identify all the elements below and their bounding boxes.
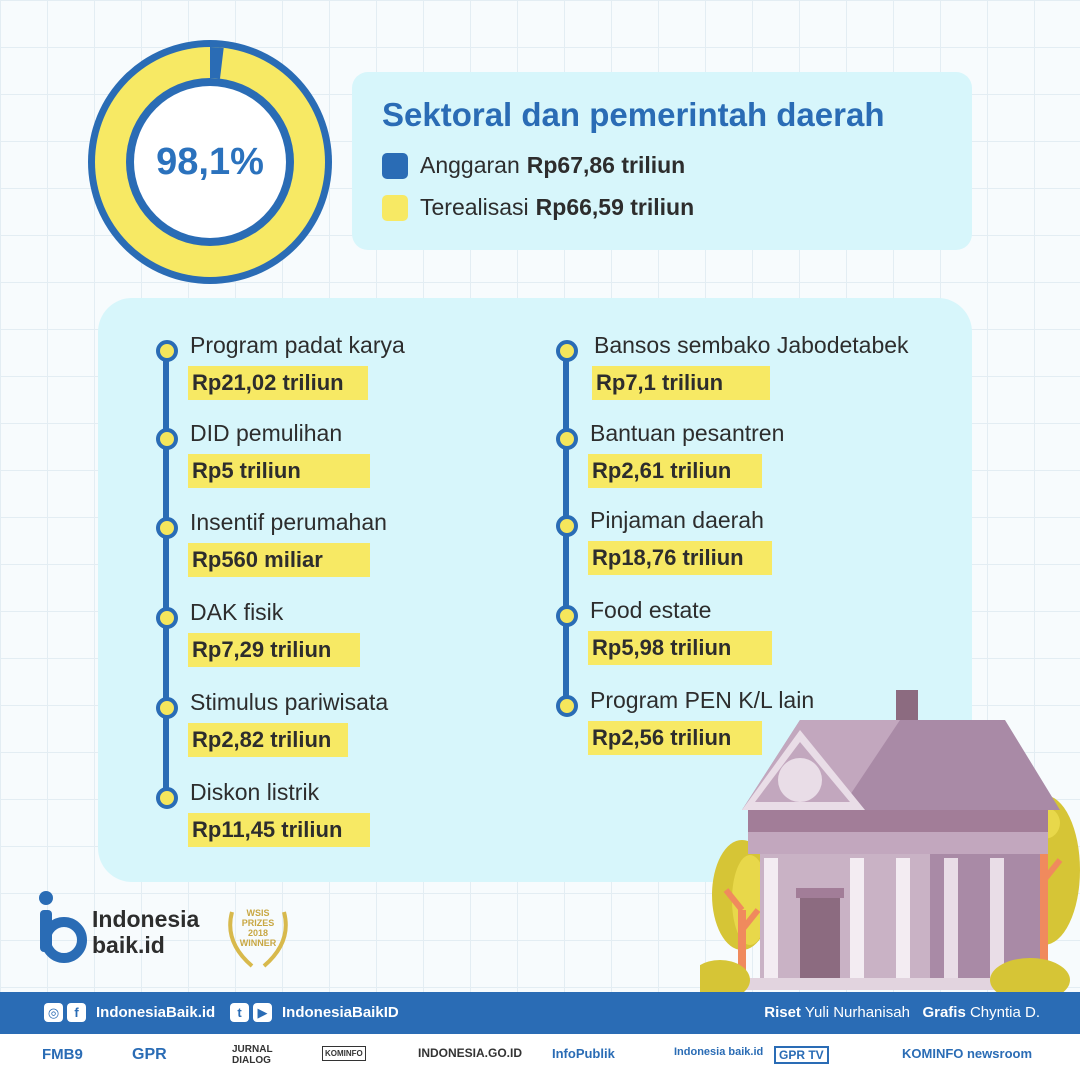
item-label: Program PEN K/L lain [590, 687, 815, 713]
left-timeline-line [163, 348, 169, 798]
timeline-dot-icon [556, 605, 578, 627]
youtube-icon[interactable]: ▶ [253, 1003, 272, 1022]
timeline-dot-icon [156, 607, 178, 629]
legend-realized-label: Terealisasi [420, 194, 529, 220]
grafis-name: Chyntia D. [969, 1004, 1040, 1021]
timeline-dot-icon [556, 695, 578, 717]
item-value: Rp21,02 triliun [188, 366, 368, 400]
brand-line1: Indonesia [92, 906, 200, 932]
wsis-award-text: WSIS PRIZES 2018 WINNER [239, 908, 277, 948]
gpr-logo: GPR [132, 1046, 167, 1063]
item-label: Bansos sembako Jabodetabek [594, 332, 909, 358]
item-value: Rp560 miliar [188, 543, 370, 577]
brand-line2: baik.id [92, 932, 165, 958]
indonesia-go-id-logo: INDONESIA.GO.ID [418, 1046, 523, 1060]
legend-realized [382, 194, 694, 221]
timeline-dot-icon [556, 428, 578, 450]
timeline-dot-icon [156, 787, 178, 809]
timeline-dot-icon [156, 428, 178, 450]
blue-swatch-icon [382, 153, 408, 179]
item-value: Rp2,56 triliun [588, 721, 762, 755]
grafis-label: Grafis [922, 1004, 966, 1021]
kominfo-newsroom-logo: KOMINFO newsroom [902, 1046, 1033, 1061]
riset-name: Yuli Nurhanisah [804, 1004, 910, 1021]
partner-logos-bar [0, 1034, 1080, 1080]
facebook-icon[interactable]: f [67, 1003, 86, 1022]
item-value: Rp7,1 triliun [592, 366, 770, 400]
item-value: Rp7,29 triliun [188, 633, 360, 667]
credits [764, 1004, 1040, 1021]
handle-2-label[interactable]: IndonesiaBaikID [282, 1004, 399, 1021]
item-value: Rp18,76 triliun [588, 541, 772, 575]
social-handle-2[interactable] [230, 1003, 399, 1022]
timeline-dot-icon [556, 515, 578, 537]
twitter-icon[interactable]: t [230, 1003, 249, 1022]
riset-label: Riset [764, 1004, 801, 1021]
item-label: Food estate [590, 597, 712, 623]
kominfo-logo: KOMINFO [322, 1046, 366, 1061]
indonesiabaik-small-logo: Indonesia baik.id [674, 1046, 764, 1058]
government-building-illustration [700, 680, 1080, 1000]
header-card [352, 72, 972, 250]
instagram-icon[interactable]: ◎ [44, 1003, 63, 1022]
item-value: Rp5 triliun [188, 454, 370, 488]
infopublik-logo: InfoPublik [552, 1046, 615, 1061]
item-label: Stimulus pariwisata [190, 689, 389, 715]
item-value: Rp2,82 triliun [188, 723, 348, 757]
page-title: Sektoral dan pemerintah daerah [382, 96, 885, 133]
legend-budget-value: Rp67,86 triliun [526, 152, 686, 178]
timeline-dot-icon [556, 340, 578, 362]
timeline-dot-icon [156, 340, 178, 362]
item-label: Program padat karya [190, 332, 405, 358]
donut-percent-label: 98,1% [156, 140, 264, 183]
item-label: DAK fisik [190, 599, 284, 625]
legend-budget [382, 152, 685, 179]
item-label: Diskon listrik [190, 779, 320, 805]
timeline-dot-icon [156, 517, 178, 539]
fmb9-logo: FMB9 [42, 1046, 83, 1063]
brand-name [92, 906, 199, 958]
yellow-swatch-icon [382, 195, 408, 221]
item-label: DID pemulihan [190, 420, 343, 446]
item-value: Rp2,61 triliun [588, 454, 762, 488]
gpr-tv-logo: GPR TV [774, 1046, 829, 1064]
social-handle-1[interactable] [44, 1003, 215, 1022]
item-label: Pinjaman daerah [590, 507, 764, 533]
legend-realized-value: Rp66,59 triliun [535, 194, 695, 220]
item-value: Rp11,45 triliun [188, 813, 370, 847]
footer-bar [0, 992, 1080, 1034]
item-value: Rp5,98 triliun [588, 631, 772, 665]
item-label: Insentif perumahan [190, 509, 387, 535]
jurnal-dialog-logo: JURNAL DIALOG [232, 1044, 273, 1066]
handle-1-label[interactable]: IndonesiaBaik.id [96, 1004, 216, 1021]
legend-budget-label: Anggaran [420, 152, 520, 178]
timeline-dot-icon [156, 697, 178, 719]
item-label: Bantuan pesantren [590, 420, 785, 446]
